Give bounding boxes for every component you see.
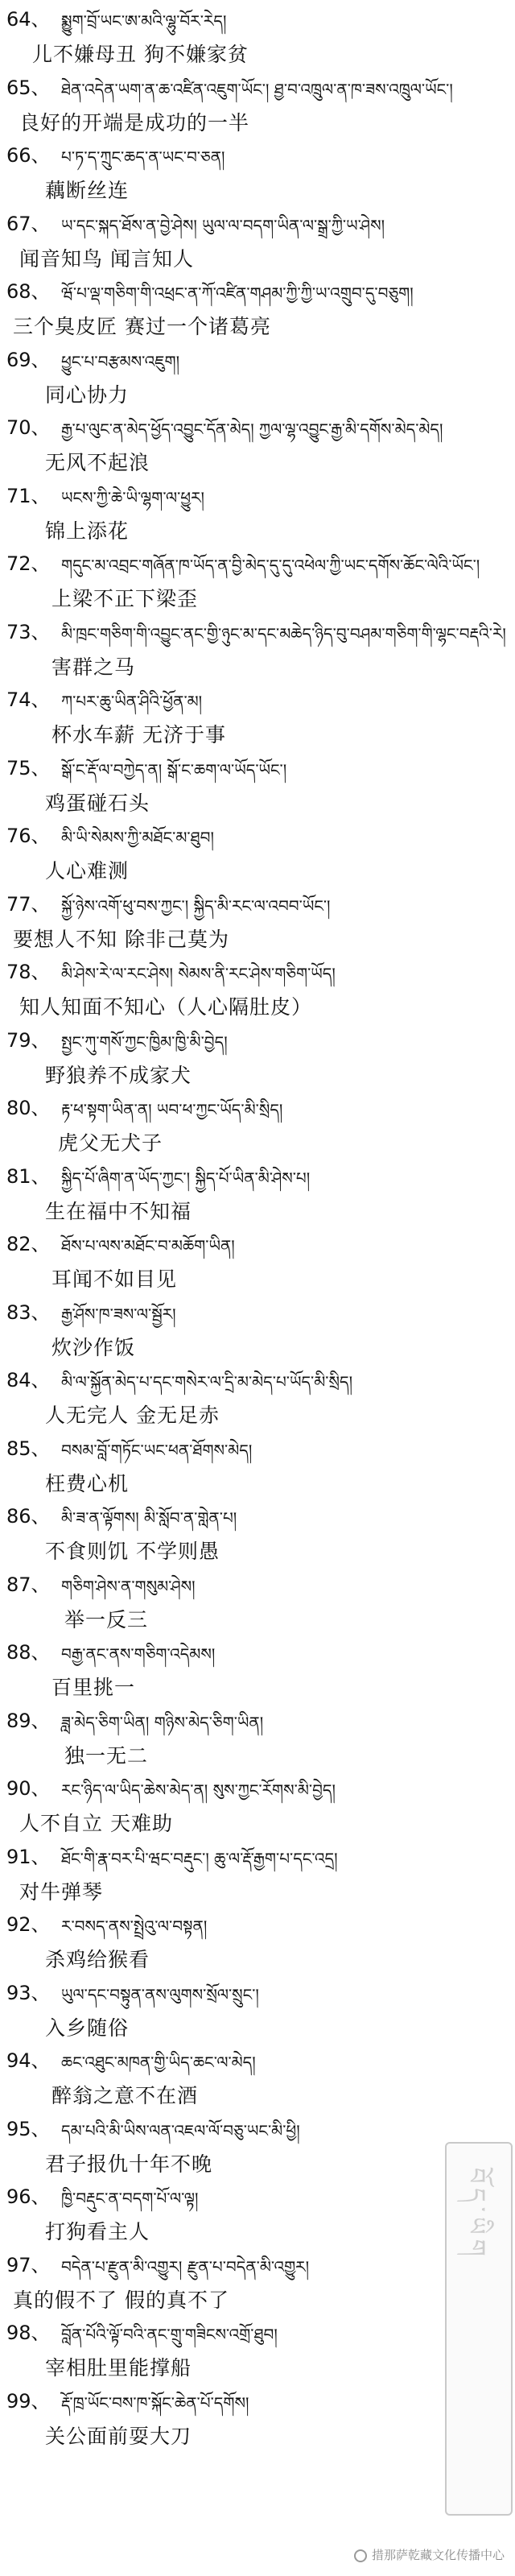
proverb-entry (0, 1433, 515, 1501)
chinese-proverb: 对牛弹琴 (19, 1879, 104, 1904)
chinese-proverb: 百里挑一 (52, 1676, 136, 1699)
chinese-proverb: 宰相肚里能撑船 (45, 2356, 192, 2380)
tibetan-proverb: གཅིག་ཤེས་ན་གསུམ་ཤེས། (61, 1576, 196, 1596)
proverb-entry (0, 1841, 515, 1909)
tibetan-proverb: མི་ཁྲང་གཅིག་གི་འབྱུང་ནང་གྱི་ཉུང་མ་དང་མཆེད་ཉིད་བུ་བཤམ་གཅིག་གི་ལྷང་བརྡའི་རེ། (61, 623, 506, 643)
watermark-text: 措那萨乾藏文化传播中心 (372, 2548, 505, 2562)
tibetan-proverb: ཐོང་གི་རྣ་བར་པི་ཝང་བརྡུང་། ཆུ་ལ་རྡོ་རྒྱག་པ་དང་འདྲ། (61, 1848, 338, 1868)
wechat-icon (354, 2549, 367, 2562)
chinese-proverb: 人无完人 金无足赤 (45, 1404, 220, 1427)
chinese-proverb: 人心难测 (45, 859, 130, 883)
entry-number: 76、 (6, 825, 51, 847)
chinese-proverb: 害群之马 (52, 655, 136, 679)
entry-number: 75、 (6, 756, 51, 779)
entry-number: 77、 (6, 892, 51, 916)
entry-number: 86、 (6, 1505, 51, 1528)
entry-number: 81、 (6, 1164, 51, 1188)
entry-number: 84、 (6, 1369, 51, 1391)
tibetan-proverb: སྒོ་ང་རྡོ་ལ་བཀྱེད་ན། སྒོ་ང་ཆག་ལ་ཡོད་ཡོང་། (61, 759, 287, 779)
entry-number: 66、 (6, 144, 51, 167)
chinese-proverb: 入乡随俗 (45, 2016, 130, 2040)
proverb-entry (0, 1500, 515, 1569)
proverb-entry (0, 1908, 515, 1977)
proverb-entry (0, 1636, 515, 1705)
entry-number: 96、 (6, 2185, 51, 2208)
proverb-entry (0, 956, 515, 1024)
proverb-entry (0, 2181, 515, 2249)
proverb-entry (0, 616, 515, 684)
entry-number: 78、 (6, 961, 51, 983)
proverb-entry (0, 480, 515, 548)
tibetan-proverb: ཡངས་ཀྱི་ཆེ་ཡི་ལྷག་ལ་ཕྱུར། (61, 487, 204, 507)
proverb-entry (0, 752, 515, 821)
proverb-entry (0, 3, 515, 72)
seal-stamp-text: བོད་ཡིག (462, 2168, 490, 2261)
proverb-entry (0, 2385, 515, 2454)
entry-number: 99、 (6, 2389, 51, 2413)
tibetan-proverb: གདུང་མ་འབྲང་གཞོན་ཁ་ཡོད་ན་བྱི་མེད་དུ་དུ་འཕེལ་ཀྱི་ཡང་དགོས་ཆོང་ལེའི་ཡོང་། (61, 556, 480, 575)
chinese-proverb: 闻音知鸟 闻言知人 (19, 246, 194, 271)
entry-number: 92、 (6, 1913, 51, 1936)
proverb-entry (0, 411, 515, 480)
chinese-proverb: 枉费心机 (45, 1471, 130, 1495)
proverb-entry (0, 1364, 515, 1433)
tibetan-proverb: བློན་པོའི་ལྟོ་བའི་ནང་གྲུ་གཟིངས་འགྲོ་ཐུབ། (61, 2325, 278, 2344)
tibetan-proverb: ར་བསད་ནས་སྤྲེའུ་ལ་བསྟན། (61, 1916, 208, 1936)
proverb-entry (0, 139, 515, 208)
entry-number: 67、 (6, 212, 51, 235)
entry-number: 94、 (6, 2049, 51, 2072)
entry-number: 97、 (6, 2253, 51, 2276)
proverb-entry (0, 820, 515, 888)
tibetan-proverb: པ་ཏ་ད་ཀྲུང་ཆད་ན་ཡང་བ་ཅན། (61, 147, 225, 167)
chinese-proverb: 关公面前耍大刀 (45, 2424, 192, 2448)
entry-number: 89、 (6, 1709, 51, 1732)
chinese-proverb: 生在福中不知福 (45, 1199, 192, 1223)
tibetan-proverb: ཟླ་མེད་ཅིག་ཡིན། གཉིས་མེད་ཅིག་ཡིན། (61, 1712, 264, 1732)
entry-number: 93、 (6, 1981, 51, 2004)
tibetan-proverb: མི་ཡི་སེམས་ཀྱི་མཐོང་མ་ཐུབ། (61, 828, 214, 847)
chinese-proverb: 要想人不知 除非己莫为 (13, 927, 229, 951)
chinese-proverb: 君子报仇十年不晚 (45, 2152, 213, 2176)
entry-number: 79、 (6, 1028, 51, 1052)
tibetan-proverb: རྒྱ་ཤོས་ཁ་ཟས་ལ་སྦྱོར། (61, 1304, 176, 1324)
entry-number: 80、 (6, 1097, 51, 1119)
entry-number: 88、 (6, 1641, 51, 1664)
chinese-proverb: 不食则饥 不学则愚 (45, 1540, 220, 1563)
proverb-entry (0, 344, 515, 412)
proverb-entry (0, 1092, 515, 1160)
tibetan-proverb: རང་ཉིད་ལ་ཡིད་ཆེས་མེད་ན། སུས་ཀྱང་རོགས་མི་བྱེད། (61, 1780, 336, 1800)
entry-number: 82、 (6, 1233, 51, 1255)
chinese-proverb: 良好的开端是成功的一半 (19, 110, 250, 134)
proverb-entry (0, 684, 515, 752)
entry-number: 65、 (6, 76, 51, 99)
chinese-proverb: 野狼养不成家犬 (45, 1063, 192, 1087)
entry-number: 71、 (6, 484, 51, 507)
tibetan-proverb: དམ་པའི་མི་ཡིས་ལན་འཇལ་ལོ་བཅུ་ཡང་མི་ཕྱི། (61, 2120, 300, 2140)
proverb-entry (0, 1160, 515, 1229)
tibetan-proverb: སྐྱོ་ཉེས་འགོ་ཕུ་བས་ཀྱང་། སྐྱིད་མི་རང་ལ་འབབ་ཡོང་། (61, 895, 331, 916)
proverb-entry (0, 1772, 515, 1841)
entry-number: 83、 (6, 1300, 51, 1324)
entry-number: 74、 (6, 688, 51, 711)
entry-number: 87、 (6, 1573, 51, 1596)
chinese-proverb: 知人知面不知心（人心隔肚皮） (19, 995, 313, 1019)
tibetan-proverb: ཁྱི་བརྡུང་ན་བདག་པོ་ལ་ལྟ། (61, 2189, 199, 2208)
tibetan-proverb: རྒྱ་པ་ལུང་ན་མེད་ཕྱོད་འབྱུང་དོན་མེད། ཀྱལ་ལྷ་འབྱུང་རྒྱ་མི་དགོས་མེད་མེད། (61, 420, 443, 439)
proverb-entry (0, 2113, 515, 2181)
entry-number: 69、 (6, 348, 51, 371)
tibetan-proverb: ཀ་པར་ཆུ་ཡིན་ཤིའི་ཕྱོན་མ། (61, 692, 203, 711)
chinese-proverb: 人不自立 天难助 (19, 1812, 173, 1835)
chinese-proverb: 杀鸡给猴看 (45, 1948, 150, 1971)
watermark-footer (354, 2546, 505, 2563)
proverb-entry (0, 2249, 515, 2318)
tibetan-proverb: ཆང་འཐུང་མཁན་གྱི་ཡིད་ཆང་ལ་མེད། (61, 2053, 256, 2072)
proverb-entry (0, 1569, 515, 1637)
tibetan-proverb: ཐེན་འདེན་ཡག་ན་ཆ་འཛིན་འཇུག་ཡོང་། ཐྱ་བ་འཁྲུལ་ན་ཁ་ཟས་འཁྲུལ་ཡོང་། (61, 79, 453, 99)
chinese-proverb: 锦上添花 (45, 519, 130, 543)
proverb-entry (0, 548, 515, 616)
tibetan-proverb: ཕྱུང་པ་བརྩམས་འཇུག། (61, 351, 180, 371)
tibetan-proverb: ཝོ་པ་ལྡ་གཅིག་གི་འཕྲང་ན་ཀོ་འཛིན་གཤམ་ཀྱི་ཀྱི་ཡ་འགྲུབ་དུ་བཅུག། (61, 283, 414, 303)
proverb-entry (0, 1296, 515, 1365)
chinese-proverb: 同心协力 (45, 382, 130, 407)
proverb-entry (0, 1977, 515, 2045)
entry-number: 68、 (6, 280, 51, 303)
chinese-proverb: 真的假不了 假的真不了 (13, 2288, 229, 2312)
tibetan-proverb: རྟ་ཕ་སྟག་ཡིན་ན། ཡབ་ཕ་ཀྱང་ཡོད་མི་སྲིད། (61, 1100, 283, 1119)
proverb-entry (0, 1024, 515, 1093)
entry-number: 70、 (6, 416, 51, 439)
entry-number: 91、 (6, 1845, 51, 1868)
proverb-entry (0, 888, 515, 957)
tibetan-proverb: རྡོ་ཁྲ་ཡོང་བས་ཁ་སྐོང་ཆེན་པོ་དགོས། (61, 2392, 249, 2413)
tibetan-proverb: སྨྱུག་བྲོ་ཡང་ཨ་མའི་ལྷུ་བོར་རེད། (61, 11, 227, 31)
seal-stamp (445, 2142, 513, 2516)
tibetan-proverb: མི་ལ་སྐྱོན་མེད་པ་དང་གསེར་ལ་དྲི་མ་མེད་པ་ཡོད་མི་སྲིད། (61, 1372, 353, 1391)
chinese-proverb: 打狗看主人 (45, 2220, 150, 2243)
proverb-entry (0, 2317, 515, 2385)
proverb-entry (0, 275, 515, 344)
chinese-proverb: 无风不起浪 (45, 451, 150, 474)
tibetan-proverb: བདེན་པ་རྫུན་མི་འགྱུར། རྫུན་པ་བདེན་མི་འགྱུར། (61, 2256, 310, 2276)
chinese-proverb: 藕断丝连 (45, 179, 130, 202)
tibetan-proverb: མི་ཤེས་རེ་ལ་རང་ཤེས། སེམས་ནི་རང་ཤེས་གཅིག་ཡོད། (61, 964, 336, 983)
proverb-entry (0, 1228, 515, 1296)
proverb-entry (0, 1705, 515, 1773)
entry-number: 85、 (6, 1437, 51, 1460)
chinese-proverb: 耳闻不如目见 (52, 1267, 178, 1291)
tibetan-proverb: སྐྱིད་པོ་ཞིག་ན་ཡོད་ཀྱང་། སྐྱིད་པོ་ཡིན་མི་ཤེས་པ། (61, 1168, 311, 1188)
tibetan-proverb: ཐོས་པ་ལས་མཐོང་བ་མཆོག་ཡིན། (61, 1236, 235, 1255)
entry-number: 90、 (6, 1777, 51, 1800)
chinese-proverb: 鸡蛋碰石头 (45, 791, 150, 815)
chinese-proverb: 儿不嫌母丑 狗不嫌家贫 (32, 43, 249, 66)
entry-number: 72、 (6, 552, 51, 575)
chinese-proverb: 三个臭皮匠 赛过一个诸葛亮 (13, 315, 271, 338)
entry-number: 95、 (6, 2117, 51, 2140)
tibetan-proverb: ཡ་དང་སྐད་ཐོས་ན་བྱེ་ཤེས། ཡུལ་ལ་བདག་ཡིན་ལ་སྒྲ་ཀྱི་ཡ་ཤེས། (61, 215, 385, 235)
entry-number: 98、 (6, 2322, 51, 2344)
chinese-proverb: 杯水车薪 无济于事 (52, 723, 226, 746)
chinese-proverb: 虎父无犬子 (58, 1131, 163, 1155)
tibetan-proverb: མི་ཟ་ན་ལྟོགས། མི་སློབ་ན་གླེན་པ། (61, 1508, 237, 1528)
chinese-proverb: 醉翁之意不在酒 (52, 2084, 199, 2107)
entry-number: 73、 (6, 620, 51, 643)
tibetan-proverb: ཡུལ་དང་བསྟུན་ནས་ལུགས་སྲོལ་སྲུང་། (61, 1984, 259, 2004)
proverb-entry (0, 2045, 515, 2113)
tibetan-proverb: བརྒྱ་ནང་ནས་གཅིག་འདེམས། (61, 1644, 216, 1664)
entry-number: 64、 (6, 8, 51, 31)
chinese-proverb: 炊沙作饭 (52, 1335, 136, 1359)
chinese-proverb: 上梁不正下梁歪 (52, 587, 199, 610)
proverb-entry (0, 72, 515, 140)
tibetan-proverb: སྤྱང་ཀུ་གསོ་ཀྱང་ཁྱིམ་ཁྱི་མི་བྱེད། (61, 1032, 228, 1052)
proverb-entry (0, 208, 515, 276)
chinese-proverb: 举一反三 (64, 1607, 149, 1631)
tibetan-proverb: བསམ་བློ་གཏོང་ཡང་ཕན་ཐོགས་མེད། (61, 1440, 253, 1460)
chinese-proverb: 独一无二 (64, 1743, 149, 1768)
